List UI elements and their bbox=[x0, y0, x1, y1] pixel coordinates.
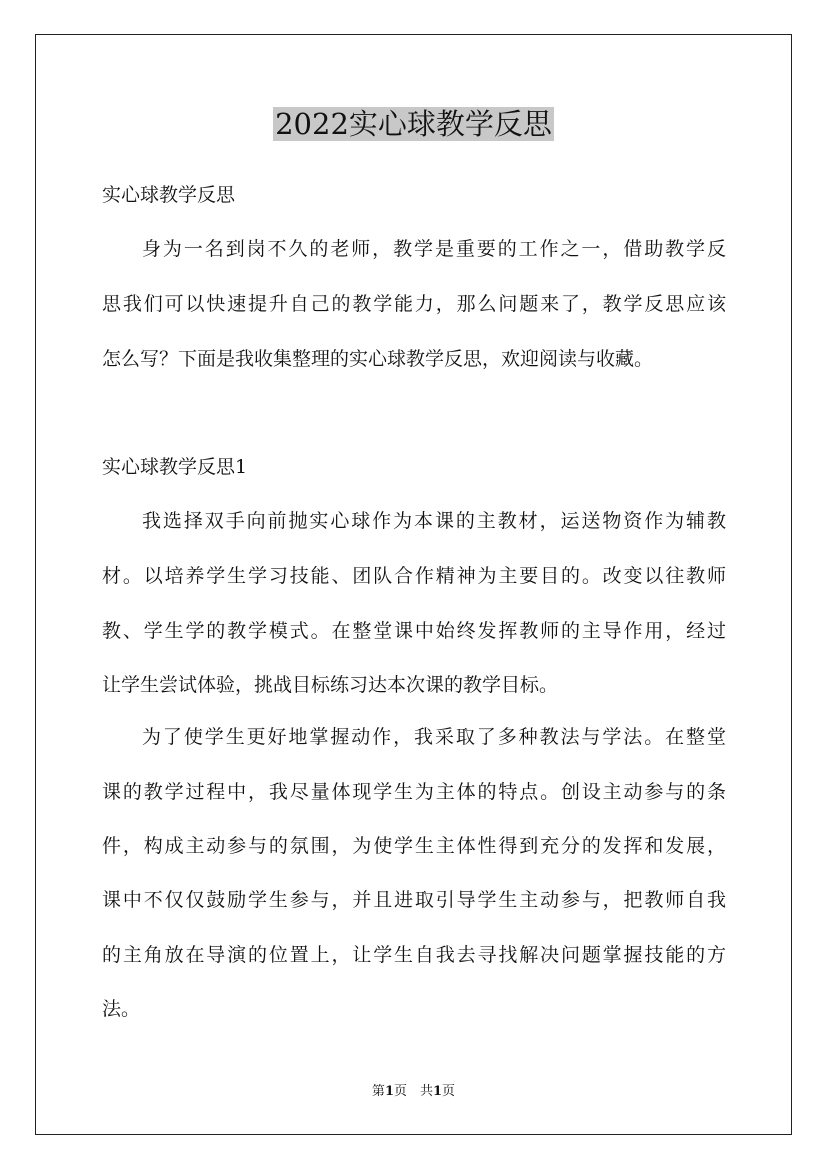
page-footer bbox=[0, 1083, 827, 1101]
para1-line-1: 我选择双手向前抛实心球作为本课的主教材，运送物资作为辅教 bbox=[142, 510, 726, 532]
footer-page-number: 1 bbox=[384, 1084, 394, 1099]
intro-line-3: 怎么写？下面是我收集整理的实心球教学反思，欢迎阅读与收藏。 bbox=[102, 348, 654, 370]
para2-line-3: 件，构成主动参与的氛围，为使学生主体性得到充分的发挥和发展， bbox=[102, 835, 726, 857]
para2-line-6: 法。 bbox=[102, 998, 141, 1020]
para2-line-2: 课的教学过程中，我尽量体现学生为主体的特点。创设主动参与的条 bbox=[102, 781, 726, 803]
section-heading-1: 实心球教学反思1 bbox=[102, 456, 248, 478]
document-title bbox=[0, 105, 827, 143]
para2-line-5: 的主角放在导演的位置上，让学生自我去寻找解决问题掌握技能的方 bbox=[102, 944, 726, 966]
intro-line-2: 思我们可以快速提升自己的教学能力，那么问题来了，教学反思应该 bbox=[102, 293, 726, 315]
footer-page-suffix: 页 bbox=[442, 1084, 456, 1099]
para2-line-4: 课中不仅仅鼓励学生参与，并且进取引导学生主动参与，把教师自我 bbox=[102, 889, 726, 911]
intro-line-1: 身为一名到岗不久的老师，教学是重要的工作之一，借助教学反 bbox=[142, 238, 726, 260]
para2-line-1: 为了使学生更好地掌握动作，我采取了多种教法与学法。在整堂 bbox=[142, 726, 726, 748]
para1-line-2: 材。以培养学生学习技能、团队合作精神为主要目的。改变以往教师 bbox=[102, 565, 726, 587]
footer-page-total: 1 bbox=[433, 1084, 443, 1099]
section-heading-intro: 实心球教学反思 bbox=[102, 184, 236, 206]
footer-page-prefix: 第 bbox=[371, 1084, 385, 1099]
para1-line-4: 让学生尝试体验，挑战目标练习达本次课的教学目标。 bbox=[102, 674, 559, 696]
para1-line-3: 教、学生学的教学模式。在整堂课中始终发挥教师的主导作用，经过 bbox=[102, 620, 726, 642]
document-title-text: 2022实心球教学反思 bbox=[275, 107, 552, 141]
footer-page-mid: 页 共 bbox=[393, 1084, 433, 1099]
